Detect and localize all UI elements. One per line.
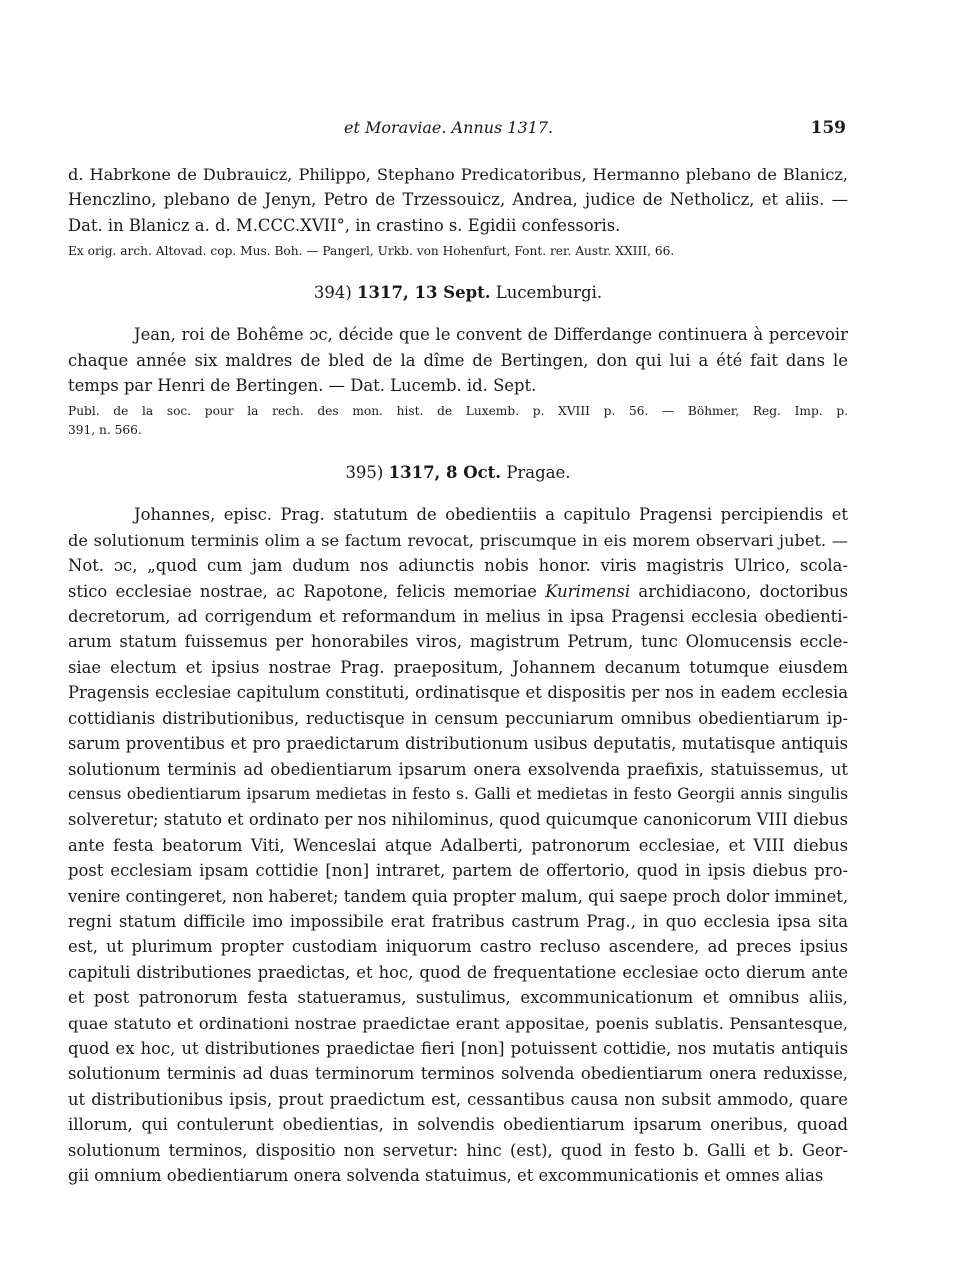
text-line: solutionum terminis ad duas terminorum terminos solvenda obedientiarum onera reduxisse, (68, 1064, 848, 1084)
text-line: et post patronorum festa statueramus, sustulimus, excommunicationum et omnibus aliis, (68, 988, 848, 1008)
text-line: ante festa beatorum Viti, Wenceslai atque Adalberti, patronorum ecclesiae, et VIII diebus (68, 835, 848, 855)
text-line: Not. ɔc, „quod cum jam dudum nos adiunctis nobis honor. viris magistris Ulrico, scola- (68, 556, 848, 576)
text-line: ut distributionibus ipsis, prout praedictum est, cessantibus causa non subsit ammodo, quare (68, 1089, 848, 1109)
entry-number: 395) (345, 463, 384, 483)
text-line: quae statuto et ordinationi nostrae praedictae erant appositae, poenis sublatis. Pensantesque, (68, 1013, 848, 1033)
text-line: Dat. in Blanicz a. d. M.CCC.XVII°, in crastino s. Egidii confessoris. (68, 215, 621, 235)
text-line: cottidianis distributionibus, reductisque in censum peccuniarum omnibus obedientiarum ip- (68, 708, 848, 728)
running-title: et Moraviae. Annus 1317. (344, 118, 554, 137)
text-line: de solutionum terminis olim a se factum revocat, priscumque in eis morem observari jubet. — (68, 530, 848, 550)
text-line: regni statum difficile imo impossibile erat fratribus castrum Prag., in quo ecclesia ipsa sita (68, 911, 848, 931)
text-line: census obedientiarum ipsarum medietas in festo s. Galli et medietas in festo Georgii annis singulis (68, 784, 848, 803)
entry-394-heading (68, 283, 848, 302)
text-line: siae electum et ipsius nostrae Prag. praepositum, Johannem decanum totumque eiusdem (68, 657, 848, 677)
text-line: solutionum terminis ad obedientiarum ipsarum onera exsolvenda praefixis, statuissemus, ut (68, 759, 848, 779)
text-line: capituli distributiones praedictas, et hoc, quod de frequentatione ecclesiae octo dierum ante (68, 962, 848, 982)
entry-394-source (68, 402, 848, 440)
source-line: Ex orig. arch. Altovad. cop. Mus. Boh. — Pangerl, Urkb. von Hohenfurt, Font. rer. Austr. XXIII, 66. (68, 244, 675, 259)
text-line: sarum proventibus et pro praedictarum distributionum usibus deputatis, mutatisque antiquis (68, 734, 848, 754)
text-line: Johannes, episc. Prag. statutum de obedientiis a capitulo Pragensi percipiendis et (134, 505, 848, 525)
text-line: temps par Henri de Bertingen. — Dat. Lucemb. id. Sept. (68, 376, 537, 396)
text-line: solveretur; statuto et ordinato per nos nihilominus, quod quicumque canonicorum VIII diebus (68, 810, 848, 830)
text-line: arum statum fuissemus per honorabiles viros, magistrum Petrum, tunc Olomucensis eccle- (68, 632, 848, 652)
text-line: solutionum terminos, dispositio non servetur: hinc (est), quod in festo b. Galli et b. Geor- (68, 1140, 848, 1160)
entry-date: 1317, 13 Sept. (357, 283, 491, 303)
source-line: Publ. de la soc. pour la rech. des mon. hist. de Luxemb. p. XVIII p. 56. — Böhmer, Reg. Imp. p. (68, 404, 848, 419)
entry-place: Lucemburgi. (495, 283, 603, 303)
body-text (68, 162, 848, 1188)
text-line: quod ex hoc, ut distributiones praedictae fieri [non] potuissent cottidie, nos mutatis antiquis (68, 1038, 848, 1058)
text-line: illorum, qui contulerunt obedientias, in solvendis obedientiarum ipsarum oneribus, quoad (68, 1115, 848, 1135)
text-line: Henczlino, plebano de Jenyn, Petro de Trzessouicz, Andrea, judice de Netholicz, et aliis. — (68, 190, 848, 210)
text-line: Jean, roi de Bohême ɔc, décide que le convent de Differdange continuera à percevoir (134, 325, 848, 345)
entry-393-text (68, 162, 848, 238)
source-line: 391, n. 566. (68, 423, 142, 438)
text-line: post ecclesiam ipsam cottidie [non] intraret, partem de offertorio, quod in ipsis diebus pro- (68, 861, 848, 881)
entry-395-text (68, 502, 848, 1188)
text-line: Pragensis ecclesiae capitulum constituti, ordinatisque et dispositis per nos in eadem ecclesia (68, 683, 848, 703)
entry-number: 394) (313, 283, 352, 303)
text-line: stico ecclesiae nostrae, ac Rapotone, felicis memoriae Kurimensi archidiacono, doctoribus (68, 581, 848, 601)
entry-394-text (68, 322, 848, 398)
entry-395-heading (68, 463, 848, 482)
text-line: d. Habrkone de Dubrauicz, Philippo, Stephano Predicatoribus, Hermanno plebano de Blanicz, (68, 165, 848, 184)
text-line: chaque année six maldres de bled de la dîme de Bertingen, don qui lui a été fait dans le (68, 350, 848, 370)
text-line: est, ut plurimum propter custodiam iniquorum castro recluso ascendere, ad preces ipsius (68, 937, 848, 957)
entry-393-source (68, 242, 848, 261)
text-line: venire contingeret, non haberet; tandem quia propter malum, qui saepe proch dolor imminet, (68, 886, 849, 906)
text-line: gii omnium obedientiarum onera solvenda statuimus, et excommunicationis et omnes alias (68, 1166, 824, 1185)
italic-word: Kurimensi (545, 581, 631, 601)
entry-place: Pragae. (506, 463, 571, 483)
entry-date: 1317, 8 Oct. (388, 463, 502, 483)
text-line: decretorum, ad corrigendum et reformandum in melius in ipsa Pragensi ecclesia obedienti- (68, 607, 848, 627)
running-head (0, 118, 960, 144)
page-number: 159 (810, 118, 846, 138)
